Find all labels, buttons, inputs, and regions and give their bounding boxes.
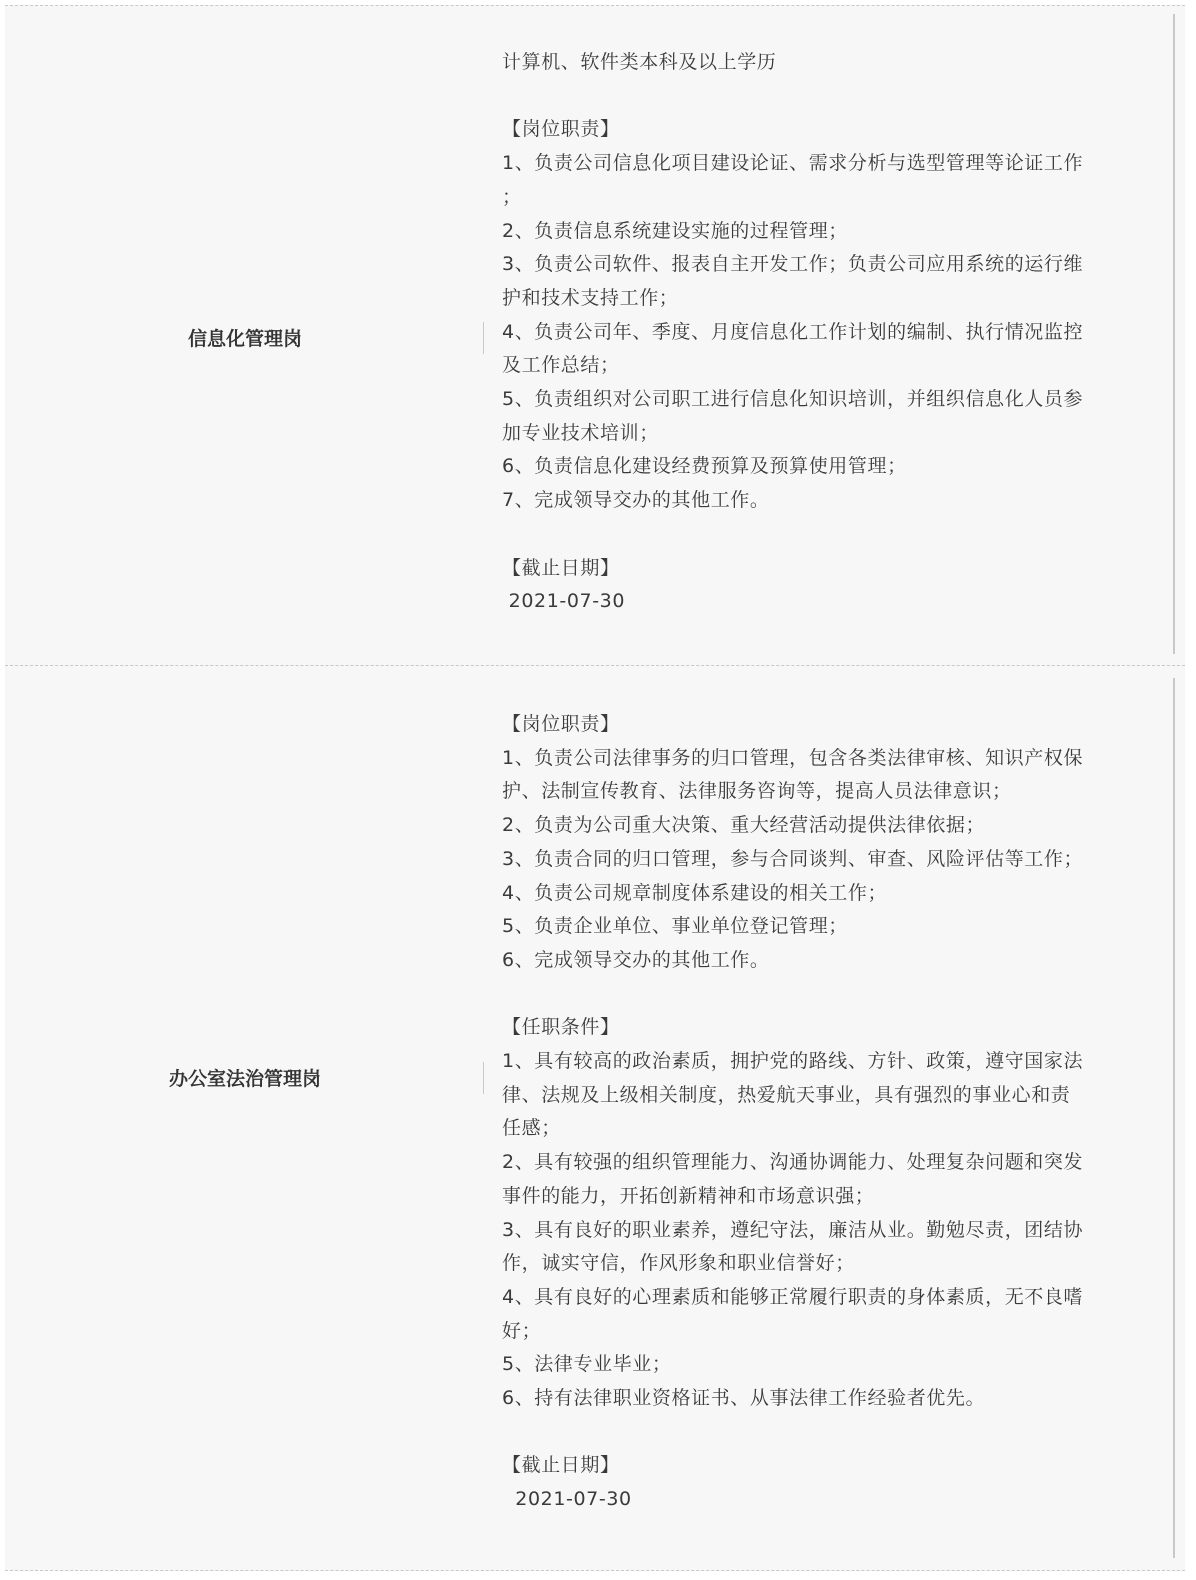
- description-line: 6、持有法律职业资格证书、从事法律工作经验者优先。: [502, 1387, 986, 1410]
- right-border: [1173, 678, 1175, 1558]
- description-line: 4、具有良好的心理素质和能够正常履行职责的身体素质，无不良嗜: [502, 1285, 1084, 1308]
- description-line: 加专业技术培训；: [502, 421, 659, 444]
- description-line: 护和技术支持工作；: [502, 286, 679, 309]
- description-line: 2021-07-30: [502, 590, 626, 613]
- description-line: 事件的能力，开拓创新精神和市场意识强；: [502, 1184, 875, 1207]
- description-line: 1、负责公司法律事务的归口管理，包含各类法律审核、知识产权保: [502, 746, 1084, 769]
- job-description: [502, 46, 1170, 619]
- description-line: 3、负责公司软件、报表自主开发工作；负责公司应用系统的运行维: [502, 253, 1084, 276]
- job-table: [5, 5, 1185, 1571]
- description-line: 好；: [502, 1319, 542, 1342]
- description-line: 7、完成领导交办的其他工作。: [502, 489, 770, 512]
- description-line: 3、具有良好的职业素养，遵纪守法，廉洁从业。勤勉尽责，团结协: [502, 1218, 1084, 1241]
- description-line: 【岗位职责】: [502, 118, 620, 141]
- position-name: 信息化管理岗: [187, 328, 302, 350]
- description-line: 【任职条件】: [502, 1016, 620, 1039]
- description-line: 6、负责信息化建设经费预算及预算使用管理；: [502, 455, 907, 478]
- description-line: 律、法规及上级相关制度，热爱航天事业，具有强烈的事业心和责: [502, 1083, 1071, 1106]
- description-line: 1、负责公司信息化项目建设论证、需求分析与选型管理等论证工作: [502, 152, 1084, 175]
- position-name: 办公室法治管理岗: [168, 1068, 321, 1090]
- description-line: 2、负责信息系统建设实施的过程管理；: [502, 219, 848, 242]
- description-line: 4、负责公司规章制度体系建设的相关工作；: [502, 881, 888, 904]
- description-line: ；: [502, 185, 522, 208]
- right-border: [1173, 14, 1175, 654]
- description-line: 6、完成领导交办的其他工作。: [502, 948, 770, 971]
- blank-line: [502, 80, 1170, 114]
- description-line: 【截止日期】: [502, 1454, 620, 1477]
- description-line: 3、负责合同的归口管理，参与合同谈判、审查、风险评估等工作；: [502, 847, 1084, 870]
- description-line: 4、负责公司年、季度、月度信息化工作计划的编制、执行情况监控: [502, 320, 1084, 343]
- job-description: [502, 708, 1170, 1517]
- description-line: 5、负责企业单位、事业单位登记管理；: [502, 915, 848, 938]
- blank-line: [502, 978, 1170, 1012]
- blank-line: [502, 518, 1170, 552]
- description-line: 2、具有较强的组织管理能力、沟通协调能力、处理复杂问题和突发: [502, 1151, 1084, 1174]
- description-line: 1、具有较高的政治素质，拥护党的路线、方针、政策，遵守国家法: [502, 1050, 1084, 1073]
- description-line: 5、负责组织对公司职工进行信息化知识培训，并组织信息化人员参: [502, 388, 1084, 411]
- description-line: 【岗位职责】: [502, 713, 620, 735]
- description-line: 护、法制宣传教育、法律服务咨询等，提高人员法律意识；: [502, 780, 1012, 803]
- job-row-legal-management: [5, 666, 1185, 1571]
- blank-line: [502, 1416, 1170, 1450]
- column-divider: [483, 322, 484, 354]
- job-row-info-management: [5, 6, 1185, 666]
- description-line: 【截止日期】: [502, 556, 620, 579]
- column-divider: [483, 1062, 484, 1094]
- description-line: 计算机、软件类本科及以上学历: [502, 51, 777, 73]
- description-line: 2、负责为公司重大决策、重大经营活动提供法律依据；: [502, 814, 986, 837]
- description-line: 及工作总结；: [502, 354, 620, 377]
- description-line: 任感；: [502, 1117, 561, 1140]
- description-line: 作，诚实守信，作风形象和职业信誉好；: [502, 1252, 855, 1275]
- description-line: 2021-07-30: [502, 1488, 632, 1511]
- description-line: 5、法律专业毕业；: [502, 1353, 672, 1376]
